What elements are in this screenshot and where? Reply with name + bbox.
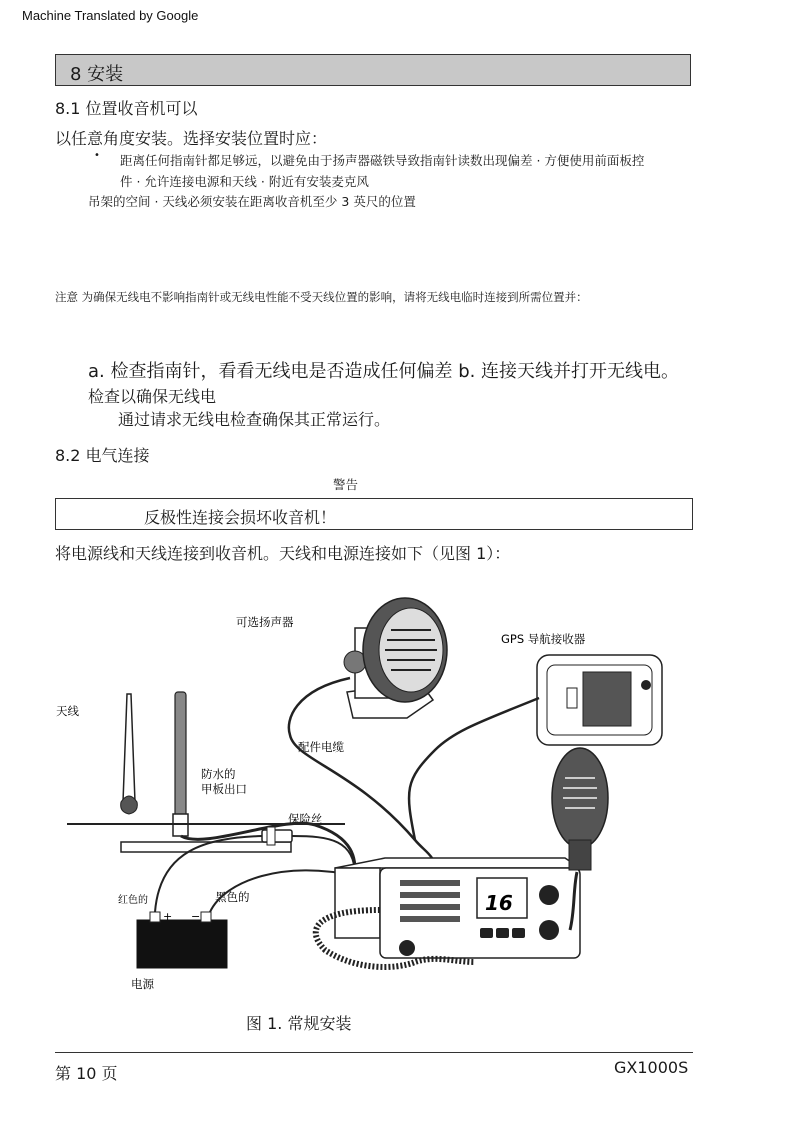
label-optional-speaker: 可选扬声器	[236, 615, 294, 629]
installation-figure	[55, 590, 735, 1010]
subsection-heading-8-2: 8.2 电气连接	[55, 446, 150, 465]
battery-plus: +	[163, 910, 173, 923]
label-gps-receiver: GPS 导航接收器	[501, 632, 586, 646]
step-line-1: a. 检查指南针，看看无线电是否造成任何偏差 b. 连接天线并打开无线电。	[88, 361, 680, 382]
label-deck-fitting-2: 甲板出口	[201, 782, 247, 796]
section-header	[55, 54, 691, 86]
radio-display-channel: 16	[485, 891, 513, 915]
requirement-line-1: 距离任何指南针都足够远，以避免由于扬声器磁铁导致指南针读数出现偏差 · 方便使用前面板控	[120, 153, 645, 168]
warning-label: 警告	[333, 477, 359, 492]
battery-minus: −	[191, 910, 201, 923]
optional-speaker	[344, 598, 447, 718]
label-power-supply: 电源	[131, 977, 154, 991]
whip-antenna	[121, 694, 138, 814]
footer-rule	[55, 1052, 693, 1053]
label-fuse: 保险丝	[288, 812, 323, 826]
subsection-heading-8-1: 8.1 位置收音机可以	[55, 99, 198, 118]
requirement-line-3: 吊架的空间 · 天线必须安装在距离收音机至少 3 英尺的位置	[88, 194, 416, 209]
battery	[137, 910, 227, 968]
warning-text: 反极性连接会损坏收音机！	[144, 508, 337, 527]
model-name: GX1000S	[614, 1058, 689, 1077]
label-antenna: 天线	[56, 704, 79, 718]
section-title: 8 安装	[70, 64, 124, 85]
requirement-line-2: 件 · 允许连接电源和天线 · 附近有安装麦克风	[120, 174, 369, 189]
gps-cable	[409, 698, 539, 840]
install-intro: 以任意角度安装。选择安装位置时应：	[55, 129, 328, 148]
microphone	[552, 748, 608, 870]
step-line-3: 通过请求无线电检查确保其正常运行。	[118, 410, 391, 429]
note-text: 注意 为确保无线电不影响指南针或无线电性能不受天线位置的影响，请将无线电临时连接到所需位置并：	[55, 290, 588, 304]
label-black-wire: 黑色的	[215, 890, 250, 904]
label-deck-fitting-1: 防水的	[201, 767, 236, 781]
step-line-2: 检查以确保无线电	[88, 387, 217, 406]
bullet-dot: •	[94, 150, 100, 161]
label-accessory-cable: 配件电缆	[298, 740, 344, 754]
stick-antenna	[173, 692, 188, 836]
page-number: 第 10 页	[55, 1064, 118, 1083]
gps-receiver	[537, 655, 662, 745]
machine-translation-banner: Machine Translated by Google	[22, 8, 199, 23]
figure-caption: 图 1. 常规安装	[246, 1014, 352, 1033]
fuse-holder	[262, 827, 292, 845]
warning-box	[55, 498, 693, 530]
label-red-wire: 红色的	[118, 895, 148, 906]
connection-intro: 将电源线和天线连接到收音机。天线和电源连接如下（见图 1）：	[55, 544, 511, 563]
